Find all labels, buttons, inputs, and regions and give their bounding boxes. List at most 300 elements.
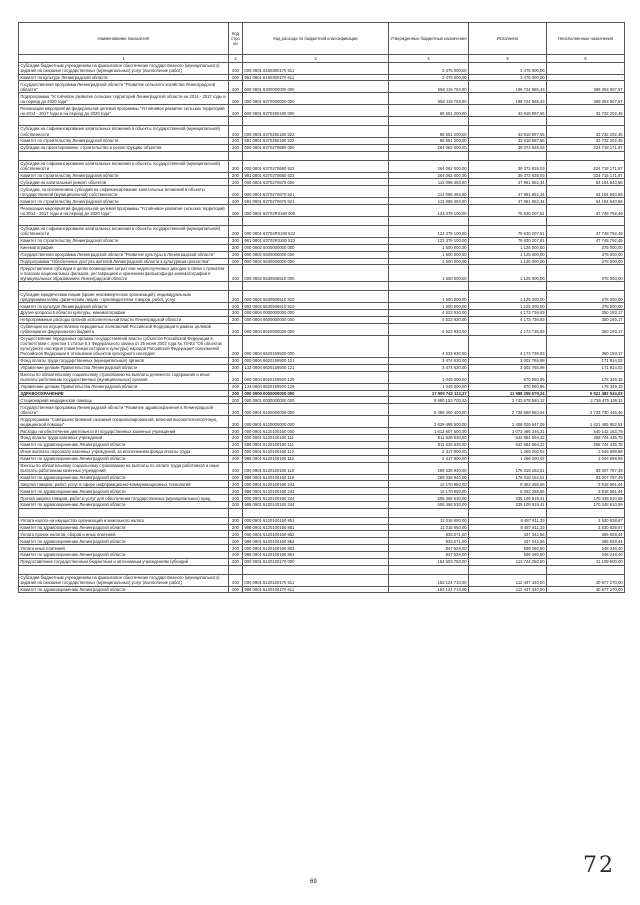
- row-name-cell: Прочая закупка товаров, работ и услуг для обеспечения государственных (муниципальных) нужд: [19, 495, 229, 502]
- row-name-cell: Комитет по культуре Ленинградской области: [19, 303, 229, 310]
- row-code-cell: 200: [229, 502, 243, 509]
- row-unexecuted-cell: 350 193,17: [547, 316, 625, 323]
- table-row: [19, 303, 625, 310]
- row-executed-cell: [469, 151, 547, 160]
- row-code-cell: 200: [229, 390, 243, 397]
- row-name-cell: Расходы на обеспечение деятельности государственных казенных учреждений: [19, 428, 229, 435]
- row-name-cell: Государственная программа Ленинградской области "Развитие сельского хозяйства Ленинградской области": [19, 81, 229, 93]
- row-name-cell: Реализация мероприятий федеральной целевой программы "Устойчивое развитие сельских территорий на 2014 - 2017 годы и на период до 2020 года": [19, 205, 229, 217]
- row-classification-cell: 000 0804 0000000000 000: [243, 310, 389, 317]
- row-code-cell: 200: [229, 62, 243, 74]
- row-executed-cell: 75 630 207,51: [469, 237, 547, 244]
- table-row: [19, 531, 625, 538]
- row-approved-cell: 847 529,00: [389, 545, 469, 552]
- table-row: [19, 404, 625, 416]
- row-unexecuted-cell: 64 194 640,66: [547, 198, 625, 205]
- row-name-cell: Субсидии на капитальный ремонт объектов: [19, 179, 229, 186]
- row-code-cell: 200: [229, 172, 243, 179]
- row-executed-cell: 542 884 594,22: [469, 435, 547, 442]
- row-classification-cell: 000 0802 5530506510 000: [243, 265, 389, 282]
- row-name-cell: Комитет по строительству Ленинградской области: [19, 172, 229, 179]
- row-classification-cell: 000 0801 6370270670 521: [243, 186, 389, 198]
- table-header-row: [19, 23, 625, 55]
- row-code-cell: 200: [229, 265, 243, 282]
- row-approved-cell: [389, 282, 469, 291]
- row-approved-cell: 566 118 762,00: [389, 93, 469, 105]
- table-row: [19, 586, 625, 593]
- table-row: [19, 265, 625, 282]
- table-row: [19, 552, 625, 559]
- table-row: [19, 435, 625, 442]
- row-unexecuted-cell: 224 718 171,97: [547, 144, 625, 151]
- table-row: [19, 495, 625, 502]
- budget-report-sheet: [18, 22, 624, 593]
- row-name-cell: [19, 508, 229, 517]
- row-name-cell: Фонд оплаты труда казенных учреждений: [19, 435, 229, 442]
- row-code-cell: 200: [229, 225, 243, 237]
- table-row: [19, 428, 625, 435]
- row-unexecuted-cell: [547, 151, 625, 160]
- row-unexecuted-cell: 375 000,00: [547, 291, 625, 303]
- row-unexecuted-cell: 47 748 792,49: [547, 237, 625, 244]
- row-code-cell: [229, 565, 243, 574]
- row-classification-cell: 000 0901 5120100160 242: [243, 481, 389, 488]
- row-executed-cell: 47 961 852,34: [469, 186, 547, 198]
- column-number: 1: [19, 54, 229, 62]
- row-executed-cell: 176 319 152,51: [469, 462, 547, 474]
- header-executed: Исполнено: [469, 23, 547, 55]
- row-executed-cell: 4 173 736,83: [469, 310, 547, 317]
- table-row: [19, 545, 625, 552]
- row-code-cell: 200: [229, 441, 243, 448]
- row-code-cell: [229, 217, 243, 226]
- row-executed-cell: 3 475 000,00: [469, 62, 547, 74]
- row-approved-cell: 4 523 930,00: [389, 323, 469, 335]
- row-name-cell: Взносы по обязательному социальному страхованию на выплаты по оплате труда работников и иные выплаты работникам казенных учреждений: [19, 462, 229, 474]
- row-name-cell: Субсидии, за исключением субсидий на софинансирование капитальных вложений в объекты государственной (муниципальной) собственности: [19, 186, 229, 198]
- row-unexecuted-cell: 64 194 640,66: [547, 186, 625, 198]
- row-approved-cell: 833 271,00: [389, 531, 469, 538]
- row-approved-cell: 112 096 493,00: [389, 198, 469, 205]
- row-approved-cell: 811 626 630,00: [389, 441, 469, 448]
- table-row: [19, 144, 625, 151]
- row-unexecuted-cell: 350 193,17: [547, 323, 625, 335]
- row-executed-cell: 542 884 594,22: [469, 441, 547, 448]
- row-name-cell: Комитет по культуре Ленинградской области: [19, 74, 229, 81]
- row-unexecuted-cell: 3 818 591,44: [547, 481, 625, 488]
- row-approved-cell: 123 379 100,00: [389, 225, 469, 237]
- row-approved-cell: 264 062 000,00: [389, 144, 469, 151]
- table-row: [19, 502, 625, 509]
- column-number: 3: [243, 54, 389, 62]
- row-approved-cell: 3 829 495 500,00: [389, 416, 469, 428]
- row-classification-cell: 000 0901 5120100170 000: [243, 558, 389, 565]
- row-name-cell: Комитет по строительству Ленинградской области: [19, 138, 229, 145]
- row-classification-cell: 000 0801 63702R0180 522: [243, 225, 389, 237]
- row-classification-cell: [243, 217, 389, 226]
- row-executed-cell: [469, 508, 547, 517]
- table-row: [19, 455, 625, 462]
- row-executed-cell: 8 352 258,56: [469, 481, 547, 488]
- row-code-cell: 200: [229, 291, 243, 303]
- row-unexecuted-cell: 1 421 465 852,91: [547, 416, 625, 428]
- row-executed-cell: 1 125 000,00: [469, 244, 547, 251]
- row-unexecuted-cell: -: [547, 62, 625, 74]
- row-executed-cell: 2 743 678 584,12: [469, 397, 547, 404]
- table-row: [19, 316, 625, 323]
- row-unexecuted-cell: 248 248,40: [547, 552, 625, 559]
- row-executed-cell: 113 744 250,00: [469, 558, 547, 565]
- row-code-cell: 200: [229, 258, 243, 265]
- row-executed-cell: 33 818 997,55: [469, 105, 547, 117]
- row-classification-cell: 000 0901 5120100160 851: [243, 517, 389, 524]
- table-row: [19, 574, 625, 586]
- table-spacer-row: [19, 117, 625, 126]
- row-executed-cell: 8 487 811,33: [469, 524, 547, 531]
- row-approved-cell: 17 509 742 113,27: [389, 390, 469, 397]
- row-approved-cell: [389, 117, 469, 126]
- row-code-cell: 200: [229, 310, 243, 317]
- row-unexecuted-cell: 540 142 153,79: [547, 428, 625, 435]
- row-classification-cell: 988 0901 5120100160 851: [243, 524, 389, 531]
- row-name-cell: Субсидии на проектирование, строительство и реконструкцию объектов: [19, 144, 229, 151]
- row-unexecuted-cell: 224 718 171,97: [547, 172, 625, 179]
- row-classification-cell: 000 0901 5120100160 111: [243, 435, 389, 442]
- row-approved-cell: 269 326 940,00: [389, 462, 469, 474]
- row-approved-cell: 1 613 607 500,00: [389, 428, 469, 435]
- row-executed-cell: 1 125 000,00: [469, 258, 547, 265]
- row-code-cell: 200: [229, 545, 243, 552]
- row-approved-cell: 153 124 710,00: [389, 574, 469, 586]
- row-code-cell: 200: [229, 481, 243, 488]
- row-code-cell: 200: [229, 138, 243, 145]
- row-executed-cell: 437 342,56: [469, 531, 547, 538]
- column-number: 5: [469, 54, 547, 62]
- row-name-cell: Взносы по обязательному социальному страхованию на выплаты денежного содержания и иные выплаты работникам государственных (муниципальных) органов: [19, 371, 229, 383]
- table-row: [19, 138, 625, 145]
- row-executed-cell: 335 109 919,41: [469, 502, 547, 509]
- row-code-cell: 200: [229, 517, 243, 524]
- row-unexecuted-cell: 224 718 171,97: [547, 160, 625, 172]
- row-unexecuted-cell: 32 732 202,45: [547, 138, 625, 145]
- row-unexecuted-cell: 170 348 610,59: [547, 502, 625, 509]
- table-row: [19, 517, 625, 524]
- row-approved-cell: 1 500 000,00: [389, 258, 469, 265]
- handwritten-page-number: 72: [583, 853, 615, 878]
- row-unexecuted-cell: 369 393 807,57: [547, 93, 625, 105]
- row-executed-cell: 870 950,85: [469, 383, 547, 390]
- row-name-cell: Государственная программа Ленинградской области "Развитие культуры в Ленинградской области": [19, 251, 229, 258]
- table-row: [19, 225, 625, 237]
- row-code-cell: 200: [229, 383, 243, 390]
- row-executed-cell: 196 724 965,43: [469, 93, 547, 105]
- table-row: [19, 481, 625, 488]
- row-approved-cell: 4 523 930,00: [389, 316, 469, 323]
- row-executed-cell: 1 125 000,00: [469, 303, 547, 310]
- row-unexecuted-cell: 268 744 435,78: [547, 435, 625, 442]
- table-spacer-row: [19, 508, 625, 517]
- row-name-cell: [19, 282, 229, 291]
- row-name-cell: Подпрограмма "Обеспечение доступа жителей Ленинградской области к культурным ценностям": [19, 258, 229, 265]
- table-row: [19, 390, 625, 397]
- row-classification-cell: 000 0804 6620000000 000: [243, 323, 389, 335]
- row-executed-cell: 47 961 852,34: [469, 179, 547, 186]
- row-classification-cell: 000 0900 0000000000 000: [243, 390, 389, 397]
- row-executed-cell: 1 268 200,02: [469, 455, 547, 462]
- row-unexecuted-cell: 2 530 838,67: [547, 524, 625, 531]
- row-name-cell: Комитет по здравоохранению Ленинградской области: [19, 502, 229, 509]
- row-code-cell: [229, 508, 243, 517]
- row-approved-cell: 3 474 630,00: [389, 364, 469, 371]
- row-approved-cell: 123 379 100,00: [389, 237, 469, 244]
- row-code-cell: 200: [229, 93, 243, 105]
- row-executed-cell: 599 280,60: [469, 545, 547, 552]
- row-code-cell: 200: [229, 144, 243, 151]
- row-name-cell: Субсидии бюджетным учреждениям на финансовое обеспечение государственного (муниципального) задания на оказание государственных (муниципальных) услуг (выполнение работ): [19, 574, 229, 586]
- row-classification-cell: 000 0804 6600000000 000: [243, 316, 389, 323]
- row-unexecuted-cell: [547, 217, 625, 226]
- table-row: [19, 237, 625, 244]
- row-approved-cell: 1 500 000,00: [389, 291, 469, 303]
- row-classification-cell: 988 0901 5120100160 112: [243, 455, 389, 462]
- row-approved-cell: 2 317 900,00: [389, 455, 469, 462]
- row-classification-cell: 988 0901 5120100160 111: [243, 441, 389, 448]
- row-name-cell: Кинематография: [19, 244, 229, 251]
- row-name-cell: [19, 151, 229, 160]
- row-executed-cell: [469, 565, 547, 574]
- row-classification-cell: 000 0901 5100000000 000: [243, 404, 389, 416]
- row-classification-cell: 000 0802 5500000000 000: [243, 251, 389, 258]
- row-name-cell: Подпрограмма "Совершенствование оказания специализированной, включая высокотехнологичную, медицинской помощи": [19, 416, 229, 428]
- row-approved-cell: 5 469 400 400,00: [389, 404, 469, 416]
- row-executed-cell: 599 280,60: [469, 552, 547, 559]
- row-code-cell: 200: [229, 105, 243, 117]
- table-row: [19, 364, 625, 371]
- row-unexecuted-cell: 2 530 838,67: [547, 517, 625, 524]
- row-unexecuted-cell: 171 814,02: [547, 357, 625, 364]
- row-classification-cell: 988 0901 5120100170 611: [243, 586, 389, 593]
- table-row: [19, 335, 625, 357]
- row-executed-cell: 3 002 765,98: [469, 357, 547, 364]
- row-name-cell: Субвенции на осуществление переданных полномочий Российской Федерации в рамках целевой субвенции из федерального бюджета: [19, 323, 229, 335]
- row-classification-cell: 988 0901 5120100160 853: [243, 552, 389, 559]
- header-classification: Код расхода по бюджетной классификации: [243, 23, 389, 55]
- table-row: [19, 93, 625, 105]
- row-code-cell: 200: [229, 397, 243, 404]
- row-unexecuted-cell: 41 109 500,00: [547, 558, 625, 565]
- row-code-cell: 200: [229, 74, 243, 81]
- row-name-cell: Фонд оплаты труда государственных (муниципальных) органов: [19, 357, 229, 364]
- row-executed-cell: 8 487 811,33: [469, 517, 547, 524]
- row-executed-cell: 176 319 152,51: [469, 474, 547, 481]
- row-classification-cell: 000 0801 6370250180 522: [243, 126, 389, 138]
- header-unexecuted: Неисполненные назначения: [547, 23, 625, 55]
- row-classification-cell: 981 0801 63702R0180 522: [243, 237, 389, 244]
- row-classification-cell: 000 0801 6370270680 000: [243, 144, 389, 151]
- row-classification-cell: 000 0801 6160300170 611: [243, 62, 389, 74]
- row-name-cell: Субсидии бюджетным учреждениям на финансовое обеспечение государственного (муниципального) задания на оказание государственных (муниципальных) услуг (выполнение работ): [19, 62, 229, 74]
- row-unexecuted-cell: 47 748 792,49: [547, 205, 625, 217]
- row-unexecuted-cell: 171 814,02: [547, 364, 625, 371]
- row-executed-cell: 3 475 000,00: [469, 74, 547, 81]
- row-approved-cell: 264 062 000,00: [389, 160, 469, 172]
- row-name-cell: Комитет по здравоохранению Ленинградской области: [19, 538, 229, 545]
- row-executed-cell: 4 173 736,83: [469, 323, 547, 335]
- row-name-cell: Субсидии на софинансирование капитальных вложений в объекты государственной (муниципальной) собственности: [19, 126, 229, 138]
- row-code-cell: 200: [229, 558, 243, 565]
- table-body: [19, 62, 625, 593]
- row-unexecuted-cell: 395 928,44: [547, 531, 625, 538]
- row-classification-cell: 000 0804 6620159500 000: [243, 335, 389, 357]
- table-row: [19, 179, 625, 186]
- row-classification-cell: 988 0901 5120100160 242: [243, 488, 389, 495]
- table-row: [19, 126, 625, 138]
- row-executed-cell: 8 352 258,56: [469, 488, 547, 495]
- row-executed-cell: 2 735 669 953,54: [469, 404, 547, 416]
- row-approved-cell: 1 500 000,00: [389, 251, 469, 258]
- row-classification-cell: 000 0901 5120100160 853: [243, 545, 389, 552]
- row-approved-cell: 4 523 930,00: [389, 310, 469, 317]
- header-code: Код стро ки: [229, 23, 243, 55]
- row-unexecuted-cell: 350 193,17: [547, 310, 625, 317]
- row-executed-cell: 335 109 919,41: [469, 495, 547, 502]
- row-code-cell: 200: [229, 198, 243, 205]
- row-unexecuted-cell: 268 744 435,78: [547, 441, 625, 448]
- row-name-cell: Другие вопросы в области культуры, кинематографии: [19, 310, 229, 317]
- row-name-cell: Предоставление государственным бюджетным и автономным учреждениям субсидий: [19, 558, 229, 565]
- row-classification-cell: [243, 282, 389, 291]
- row-name-cell: Государственная программа Ленинградской области "Развитие здравоохранения в Ленинградской области": [19, 404, 229, 416]
- row-name-cell: Субсидии юридическим лицам (кроме некоммерческих организаций), индивидуальным предпринимателям, физическим лицам - производителям товаров, работ, услуг: [19, 291, 229, 303]
- row-approved-cell: 833 271,00: [389, 538, 469, 545]
- row-approved-cell: 66 551 200,00: [389, 105, 469, 117]
- row-classification-cell: 000 0901 0000000000 000: [243, 397, 389, 404]
- row-code-cell: 200: [229, 448, 243, 455]
- row-code-cell: 200: [229, 371, 243, 383]
- table-row: [19, 81, 625, 93]
- row-code-cell: 200: [229, 428, 243, 435]
- row-code-cell: 200: [229, 416, 243, 428]
- row-classification-cell: [243, 565, 389, 574]
- row-unexecuted-cell: [547, 508, 625, 517]
- row-code-cell: 200: [229, 251, 243, 258]
- row-unexecuted-cell: 40 677 270,00: [547, 586, 625, 593]
- row-unexecuted-cell: 93 007 787,49: [547, 474, 625, 481]
- page-number: 69: [310, 879, 317, 885]
- table-row: [19, 198, 625, 205]
- row-code-cell: 200: [229, 126, 243, 138]
- table-row: [19, 397, 625, 404]
- table-row: [19, 488, 625, 495]
- table-spacer-row: [19, 565, 625, 574]
- row-executed-cell: 1 268 200,02: [469, 448, 547, 455]
- row-unexecuted-cell: 1 049 699,98: [547, 448, 625, 455]
- row-code-cell: 200: [229, 237, 243, 244]
- row-executed-cell: 437 342,56: [469, 538, 547, 545]
- table-row: [19, 371, 625, 383]
- row-code-cell: 200: [229, 538, 243, 545]
- row-code-cell: 200: [229, 323, 243, 335]
- row-code-cell: 200: [229, 81, 243, 93]
- row-unexecuted-cell: 248 248,40: [547, 545, 625, 552]
- row-executed-cell: 11 988 259 579,24: [469, 390, 547, 397]
- row-approved-cell: 12 170 850,00: [389, 488, 469, 495]
- column-number-row: [19, 54, 625, 62]
- row-executed-cell: 4 173 736,83: [469, 335, 547, 357]
- row-classification-cell: 000 0801 6370250180 000: [243, 105, 389, 117]
- row-unexecuted-cell: 395 928,44: [547, 538, 625, 545]
- row-unexecuted-cell: 93 007 787,49: [547, 462, 625, 474]
- row-name-cell: Стационарная медицинская помощь: [19, 397, 229, 404]
- row-unexecuted-cell: [547, 282, 625, 291]
- row-code-cell: 200: [229, 435, 243, 442]
- row-code-cell: 200: [229, 552, 243, 559]
- row-approved-cell: [389, 151, 469, 160]
- header-name: Наименование показателя: [19, 23, 229, 55]
- table-row: [19, 441, 625, 448]
- row-classification-cell: 000 0804 6620159500 129: [243, 371, 389, 383]
- row-code-cell: 200: [229, 474, 243, 481]
- row-approved-cell: 11 018 650,00: [389, 517, 469, 524]
- row-approved-cell: 154 603 750,00: [389, 558, 469, 565]
- row-executed-cell: 3 002 765,98: [469, 364, 547, 371]
- row-name-cell: [19, 217, 229, 226]
- row-unexecuted-cell: 32 732 202,45: [547, 126, 625, 138]
- row-name-cell: Уплата налога на имущество организаций и земельного налога: [19, 517, 229, 524]
- row-code-cell: [229, 151, 243, 160]
- header-approved: Утвержденные бюджетные назначения: [389, 23, 469, 55]
- row-unexecuted-cell: 40 677 270,00: [547, 574, 625, 586]
- row-unexecuted-cell: 5 521 482 534,03: [547, 390, 625, 397]
- row-unexecuted-cell: 2 736 475 136,11: [547, 397, 625, 404]
- row-name-cell: Комитет по здравоохранению Ленинградской области: [19, 441, 229, 448]
- table-row: [19, 205, 625, 217]
- row-name-cell: Комитет по здравоохранению Ленинградской области: [19, 474, 229, 481]
- row-executed-cell: 1 073 465 346,21: [469, 428, 547, 435]
- column-number: 2: [229, 54, 243, 62]
- row-executed-cell: 4 173 736,83: [469, 316, 547, 323]
- table-row: [19, 74, 625, 81]
- row-unexecuted-cell: -: [547, 74, 625, 81]
- row-classification-cell: 000 0802 0000000000 000: [243, 244, 389, 251]
- table-spacer-row: [19, 217, 625, 226]
- row-executed-cell: 75 630 207,51: [469, 205, 547, 217]
- row-unexecuted-cell: 32 732 202,45: [547, 105, 625, 117]
- table-row: [19, 172, 625, 179]
- row-executed-cell: 39 373 828,03: [469, 144, 547, 151]
- row-code-cell: 200: [229, 186, 243, 198]
- table-row: [19, 244, 625, 251]
- row-unexecuted-cell: 2 733 730 446,46: [547, 404, 625, 416]
- row-name-cell: Комитет по здравоохранению Ленинградской области: [19, 552, 229, 559]
- table-row: [19, 448, 625, 455]
- row-code-cell: [229, 282, 243, 291]
- row-classification-cell: 133 0804 6620159500 129: [243, 383, 389, 390]
- row-classification-cell: 000 0901 5120100160 852: [243, 531, 389, 538]
- row-code-cell: 200: [229, 335, 243, 357]
- row-code-cell: 200: [229, 357, 243, 364]
- row-approved-cell: [389, 217, 469, 226]
- row-unexecuted-cell: 375 000,00: [547, 258, 625, 265]
- row-approved-cell: [389, 508, 469, 517]
- table-spacer-row: [19, 151, 625, 160]
- row-code-cell: 200: [229, 586, 243, 593]
- row-unexecuted-cell: [547, 117, 625, 126]
- row-executed-cell: [469, 282, 547, 291]
- row-classification-cell: 000 0801 63702R0180 000: [243, 205, 389, 217]
- row-executed-cell: 33 818 997,55: [469, 138, 547, 145]
- row-executed-cell: [469, 217, 547, 226]
